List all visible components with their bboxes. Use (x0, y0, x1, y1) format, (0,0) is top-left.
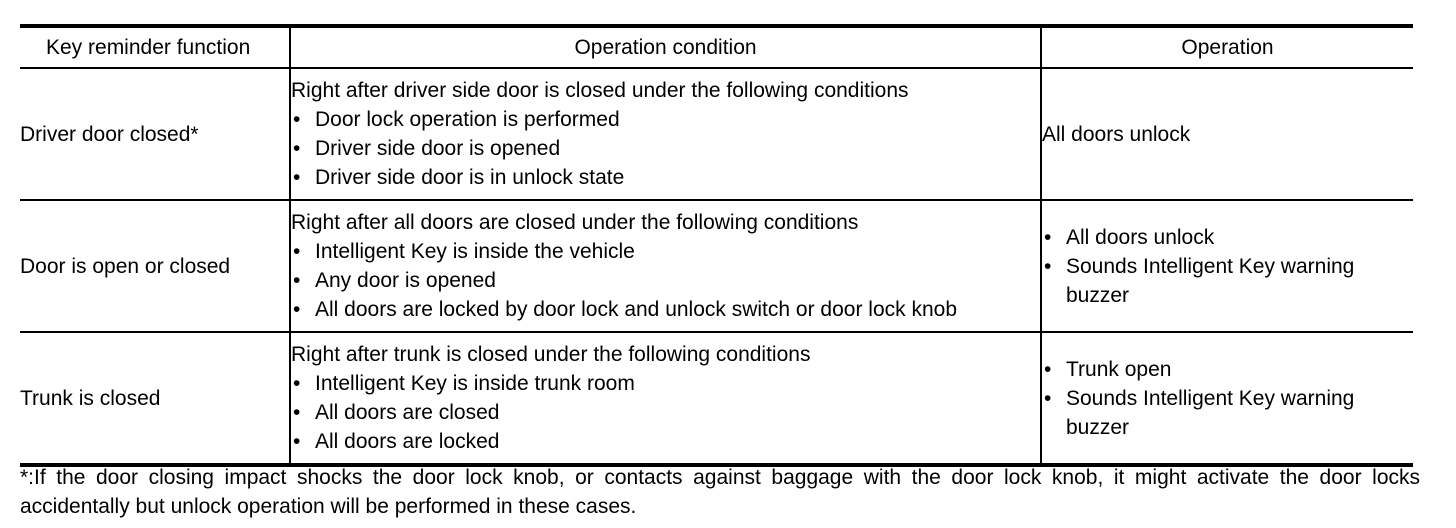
header-operation: Operation (1041, 26, 1413, 68)
condition-item: • All doors are locked by door lock and unlock switch or door lock knob (291, 295, 1040, 324)
condition-item: • Door lock operation is performed (291, 105, 1040, 134)
header-operation-condition: Operation condition (290, 26, 1041, 68)
condition-cell (290, 68, 1041, 200)
condition-item: • Driver side door is in unlock state (291, 163, 1040, 192)
condition-intro: Right after all doors are closed under the following conditions (291, 211, 859, 234)
function-cell: Driver door closed* (20, 68, 290, 200)
operation-item: • Sounds Intelligent Key warning buzzer (1042, 252, 1413, 310)
condition-item: • Any door is opened (291, 266, 1040, 295)
condition-cell (290, 200, 1041, 332)
condition-item: • Driver side door is opened (291, 134, 1040, 163)
table-row (20, 68, 1413, 200)
operation-list (1042, 223, 1413, 310)
condition-list (291, 105, 1040, 192)
operation-cell (1041, 200, 1413, 332)
operation-list (1042, 355, 1413, 442)
footnote: *:If the door closing impact shocks the door lock knob, or contacts against baggage with the door lock knob, it might activate the door locks accidentally but unlock operation will be performed in these cases. (20, 466, 1420, 518)
table-row (20, 200, 1413, 332)
table-header-row (20, 26, 1413, 68)
condition-item: • Intelligent Key is inside the vehicle (291, 237, 1040, 266)
condition-cell (290, 332, 1041, 465)
condition-list (291, 237, 1040, 324)
operation-cell: All doors unlock (1041, 68, 1413, 200)
condition-item: • All doors are locked (291, 427, 1040, 456)
operation-item: • Sounds Intelligent Key warning buzzer (1042, 384, 1413, 442)
function-cell: Door is open or closed (20, 200, 290, 332)
condition-intro: Right after trunk is closed under the following conditions (291, 343, 811, 366)
operation-item: • Trunk open (1042, 355, 1413, 384)
condition-item: • Intelligent Key is inside trunk room (291, 369, 1040, 398)
operation-item: • All doors unlock (1042, 223, 1413, 252)
operation-cell (1041, 332, 1413, 465)
condition-list (291, 369, 1040, 456)
function-cell: Trunk is closed (20, 332, 290, 465)
condition-item: • All doors are closed (291, 398, 1040, 427)
key-reminder-table (20, 24, 1413, 467)
table-row (20, 332, 1413, 465)
condition-intro: Right after driver side door is closed under the following conditions (291, 79, 909, 102)
header-key-reminder-function: Key reminder function (20, 26, 290, 68)
